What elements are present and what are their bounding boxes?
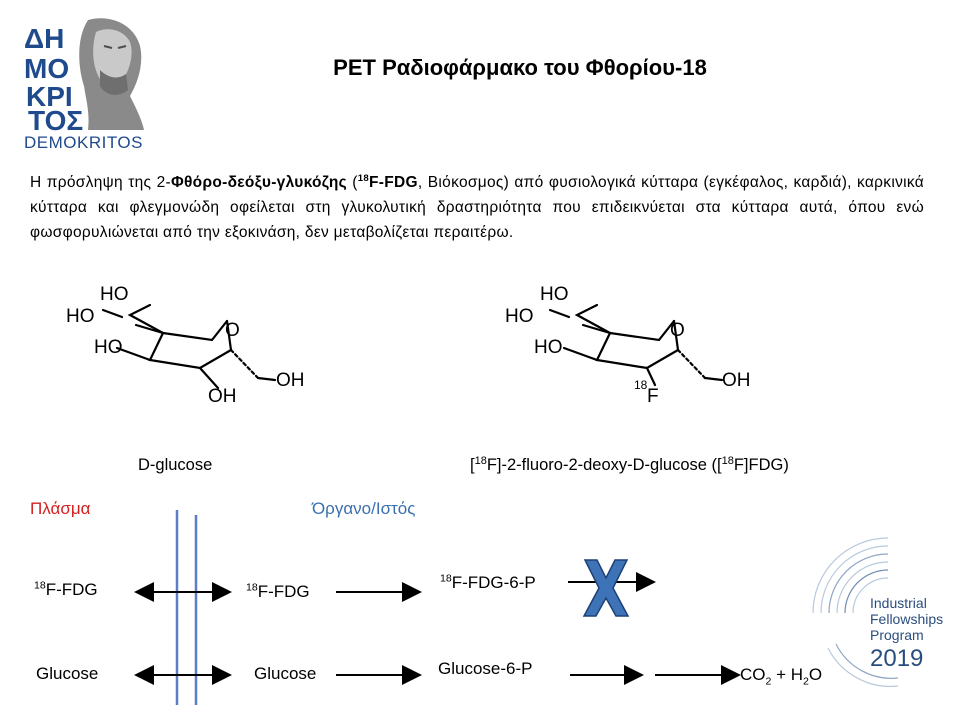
caption-fdg: [$^{18}$F]-2-fluoro-2-deoxy-D-glucose ([$^{18}$F]FDG) <box>470 455 789 474</box>
intro-paragraph <box>30 170 924 245</box>
blocked-x-icon <box>584 560 628 616</box>
intro-compound-abbrev: F-FDG <box>369 174 418 191</box>
intro-text-3: , Βιόκοσμος) από φυσιολογικά κύτταρα (εγκέφαλος, καρδιά), καρκινικά κύτταρα και φλεγμονώδη οφείλεται στη γλυκολυτική δραστηριότητα που επιδεικνύεται στα κύτταρα αυτά, όπου ενώ φωσφορυλιώνεται από την εξοκινάση, δεν μεταβολίζεται περαιτέρω. <box>30 174 924 241</box>
intro-text-2: ( <box>347 174 358 191</box>
svg-text:ΔΗ: ΔΗ <box>24 23 65 54</box>
page-title: PET Ραδιοφάρμακο του Φθορίου-18 <box>333 55 707 80</box>
svg-text:ΤΟΣ: ΤΟΣ <box>28 105 84 132</box>
fdg-oh-right: OH <box>722 370 751 391</box>
badge-line3: Program <box>870 627 924 643</box>
metabolic-products: $CO_2 + H_2O$ <box>740 665 823 688</box>
glucose-ring-o: O <box>225 320 240 341</box>
fdg-ring-o: O <box>670 320 685 341</box>
svg-text:ΚΡΙ: ΚΡΙ <box>26 81 73 112</box>
svg-text:ΜΟ: ΜΟ <box>24 53 70 84</box>
industrial-fellowships-badge <box>808 528 958 698</box>
plasma-label: Πλάσμα <box>30 499 91 518</box>
intro-compound-name: Φθόρο-δεόξυ-γλυκόζης <box>170 174 347 191</box>
tissue-glucose: Glucose <box>254 664 317 683</box>
plasma-fdg: $^{18}$F-FDG <box>34 579 98 599</box>
fdg-ho-low: HO <box>534 337 563 358</box>
glucose-ho-low: HO <box>94 337 123 358</box>
badge-year: 2019 <box>870 645 924 672</box>
fdg-fluorine: F <box>647 386 659 407</box>
glucose-6-phosphate: Glucose-6-P <box>438 659 533 678</box>
glucose-oh-right: OH <box>276 370 305 391</box>
intro-isotope: 18 <box>357 172 370 184</box>
intro-text-1: Η πρόσληψη της 2- <box>30 174 171 191</box>
glucose-ho-top: HO <box>100 284 129 305</box>
logo-wordmark: DEMOKRITOS <box>24 133 143 152</box>
tissue-label: Όργανο/Ιστός <box>312 499 416 518</box>
fdg-isotope: 18 <box>634 378 648 392</box>
glucose-oh-bottom: OH <box>208 386 237 407</box>
fdg-ho-top: HO <box>540 284 569 305</box>
badge-line2: Fellowships <box>870 611 944 627</box>
caption-glucose: D-glucose <box>138 456 213 474</box>
badge-line1: Industrial <box>870 595 927 611</box>
fdg-ho-mid: HO <box>505 306 534 327</box>
glucose-ho-mid: HO <box>66 306 95 327</box>
fdg-6-phosphate: $^{18}$F-FDG-6-P <box>440 572 536 592</box>
tissue-fdg: $^{18}$F-FDG <box>246 581 310 601</box>
structures-figure <box>0 270 960 500</box>
plasma-glucose: Glucose <box>36 664 99 683</box>
